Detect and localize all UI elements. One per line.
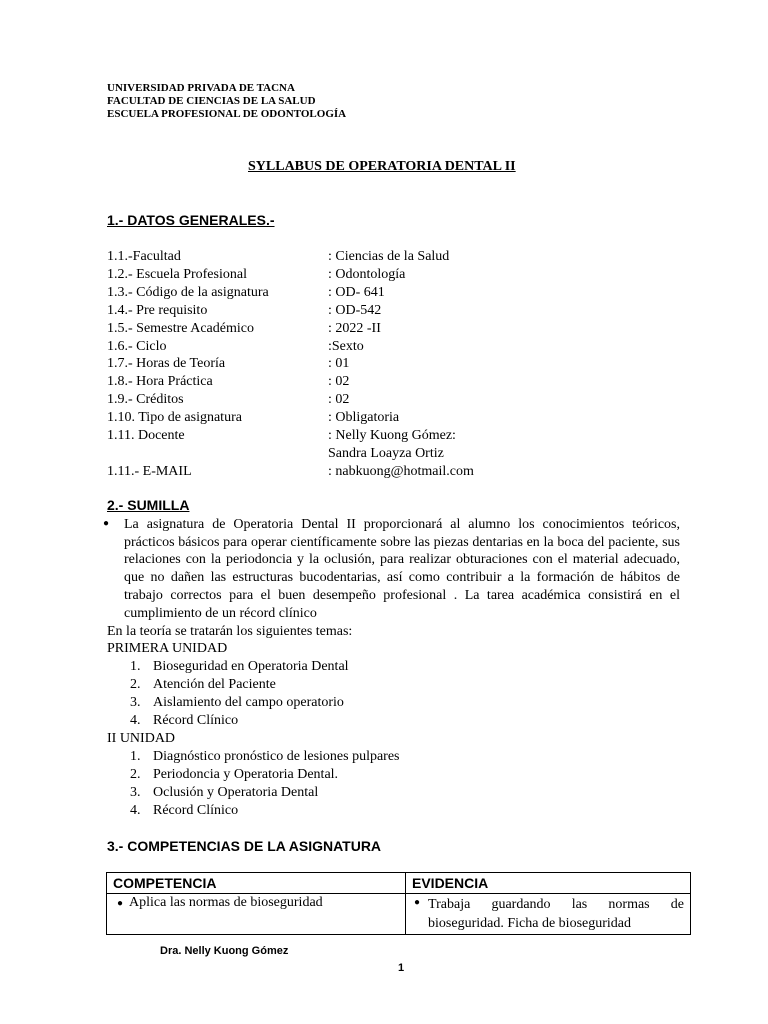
- evidencia-text: Trabaja guardando las normas de bioseguridad. Ficha de bioseguridad: [428, 897, 684, 931]
- bullet-icon: ●: [117, 898, 124, 909]
- data-row-value: : Odontología: [328, 266, 406, 282]
- data-row-label: 1.10. Tipo de asignatura: [107, 410, 242, 426]
- footer-author: Dra. Nelly Kuong Gómez: [160, 945, 289, 957]
- competencia-text: Aplica las normas de bioseguridad: [129, 895, 323, 910]
- list-item: Récord Clínico: [153, 713, 239, 728]
- data-row-label: 1.4.- Pre requisito: [107, 302, 208, 318]
- data-row-value: : OD-542: [328, 302, 382, 318]
- data-row-label: 1.11.- E-MAIL: [107, 463, 192, 479]
- competencies-table: [106, 872, 691, 935]
- data-row-label: 1.6.- Ciclo: [107, 338, 167, 354]
- table-header-competencia: COMPETENCIA: [107, 873, 406, 894]
- data-row-value: : Obligatoria: [328, 410, 400, 426]
- data-row-label: 1.3.- Código de la asignatura: [107, 284, 269, 300]
- data-row-label: 1.7.- Horas de Teoría: [107, 356, 226, 372]
- list-item-number: 2.: [130, 767, 141, 782]
- list-item-number: 3.: [130, 695, 141, 710]
- unit-2-title: II UNIDAD: [107, 731, 176, 746]
- section-3-heading: 3.- COMPETENCIAS DE LA ASIGNATURA: [107, 838, 382, 854]
- table-cell-competencia: [107, 894, 406, 935]
- data-row-value: : nabkuong@hotmail.com: [328, 463, 474, 479]
- page-number: 1: [398, 962, 405, 974]
- list-item-number: 1.: [130, 749, 141, 764]
- table-cell-evidencia: [406, 894, 691, 935]
- list-item: Bioseguridad en Operatoria Dental: [153, 659, 349, 674]
- data-row-value: :Sexto: [328, 338, 364, 354]
- data-row-value: : Ciencias de la Salud: [328, 249, 450, 264]
- bullet-icon: ●: [103, 518, 110, 529]
- list-item-number: 2.: [130, 677, 141, 692]
- list-item: Periodoncia y Operatoria Dental.: [153, 767, 339, 782]
- page-title: SYLLABUS DE OPERATORIA DENTAL II: [248, 159, 516, 174]
- data-row-value: : 01: [328, 356, 350, 372]
- data-row-value: : 02: [328, 392, 350, 408]
- list-item-number: 4.: [130, 803, 141, 818]
- data-row-value: : Nelly Kuong Gómez:: [328, 428, 456, 443]
- list-item: Aislamiento del campo operatorio: [153, 695, 344, 710]
- list-item-number: 3.: [130, 785, 141, 800]
- school-name: ESCUELA PROFESIONAL DE ODONTOLOGÍA: [107, 108, 347, 120]
- list-item: Oclusión y Operatoria Dental: [153, 785, 319, 800]
- data-row-label: 1.2.- Escuela Profesional: [107, 266, 247, 282]
- list-item-number: 1.: [130, 659, 141, 674]
- list-item: Atención del Paciente: [153, 677, 276, 692]
- list-item-number: 4.: [130, 713, 141, 728]
- sumilla-paragraph: La asignatura de Operatoria Dental II proporcionará al alumno los conocimientos teóricos, prácticos básicos para operar científicamente sobre las piezas dentarias en la boca del paciente, sus relaciones con la periodoncia y la oclusión, para realizar obturaciones con el material adecuado, que no dañen las estructuras bucodentarias, así como contribuir a la formación de hábitos de trabajo correctos para el buen desempeño profesional . La tarea académica consistirá en el cumplimiento de un récord clínico: [124, 517, 680, 621]
- table-header-row: [107, 873, 691, 894]
- faculty-name: FACULTAD DE CIENCIAS DE LA SALUD: [107, 95, 316, 107]
- university-name: UNIVERSIDAD PRIVADA DE TACNA: [107, 82, 295, 94]
- data-row-value: : 02: [328, 374, 350, 390]
- data-row-label: 1.1.-Facultad: [107, 249, 181, 264]
- list-item: Diagnóstico pronóstico de lesiones pulpares: [153, 749, 400, 764]
- topics-intro: En la teoría se tratarán los siguientes temas:: [107, 624, 353, 639]
- data-row-label: 1.5.- Semestre Académico: [107, 320, 254, 336]
- list-item: Récord Clínico: [153, 803, 239, 818]
- data-row-value: Sandra Loayza Ortiz: [328, 445, 444, 461]
- data-row-label: 1.9.- Créditos: [107, 392, 184, 408]
- data-row-value: : 2022 -II: [328, 320, 381, 336]
- data-row-label: 1.11. Docente: [107, 428, 185, 443]
- section-1-heading: 1.- DATOS GENERALES.-: [107, 212, 275, 228]
- bullet-icon: ●: [414, 897, 421, 908]
- table-row: [107, 894, 691, 935]
- data-row-value: : OD- 641: [328, 284, 385, 300]
- data-row-label: 1.8.- Hora Práctica: [107, 374, 213, 390]
- section-2-heading: 2.- SUMILLA: [107, 497, 190, 513]
- unit-1-title: PRIMERA UNIDAD: [107, 641, 228, 656]
- table-header-evidencia: EVIDENCIA: [406, 873, 691, 894]
